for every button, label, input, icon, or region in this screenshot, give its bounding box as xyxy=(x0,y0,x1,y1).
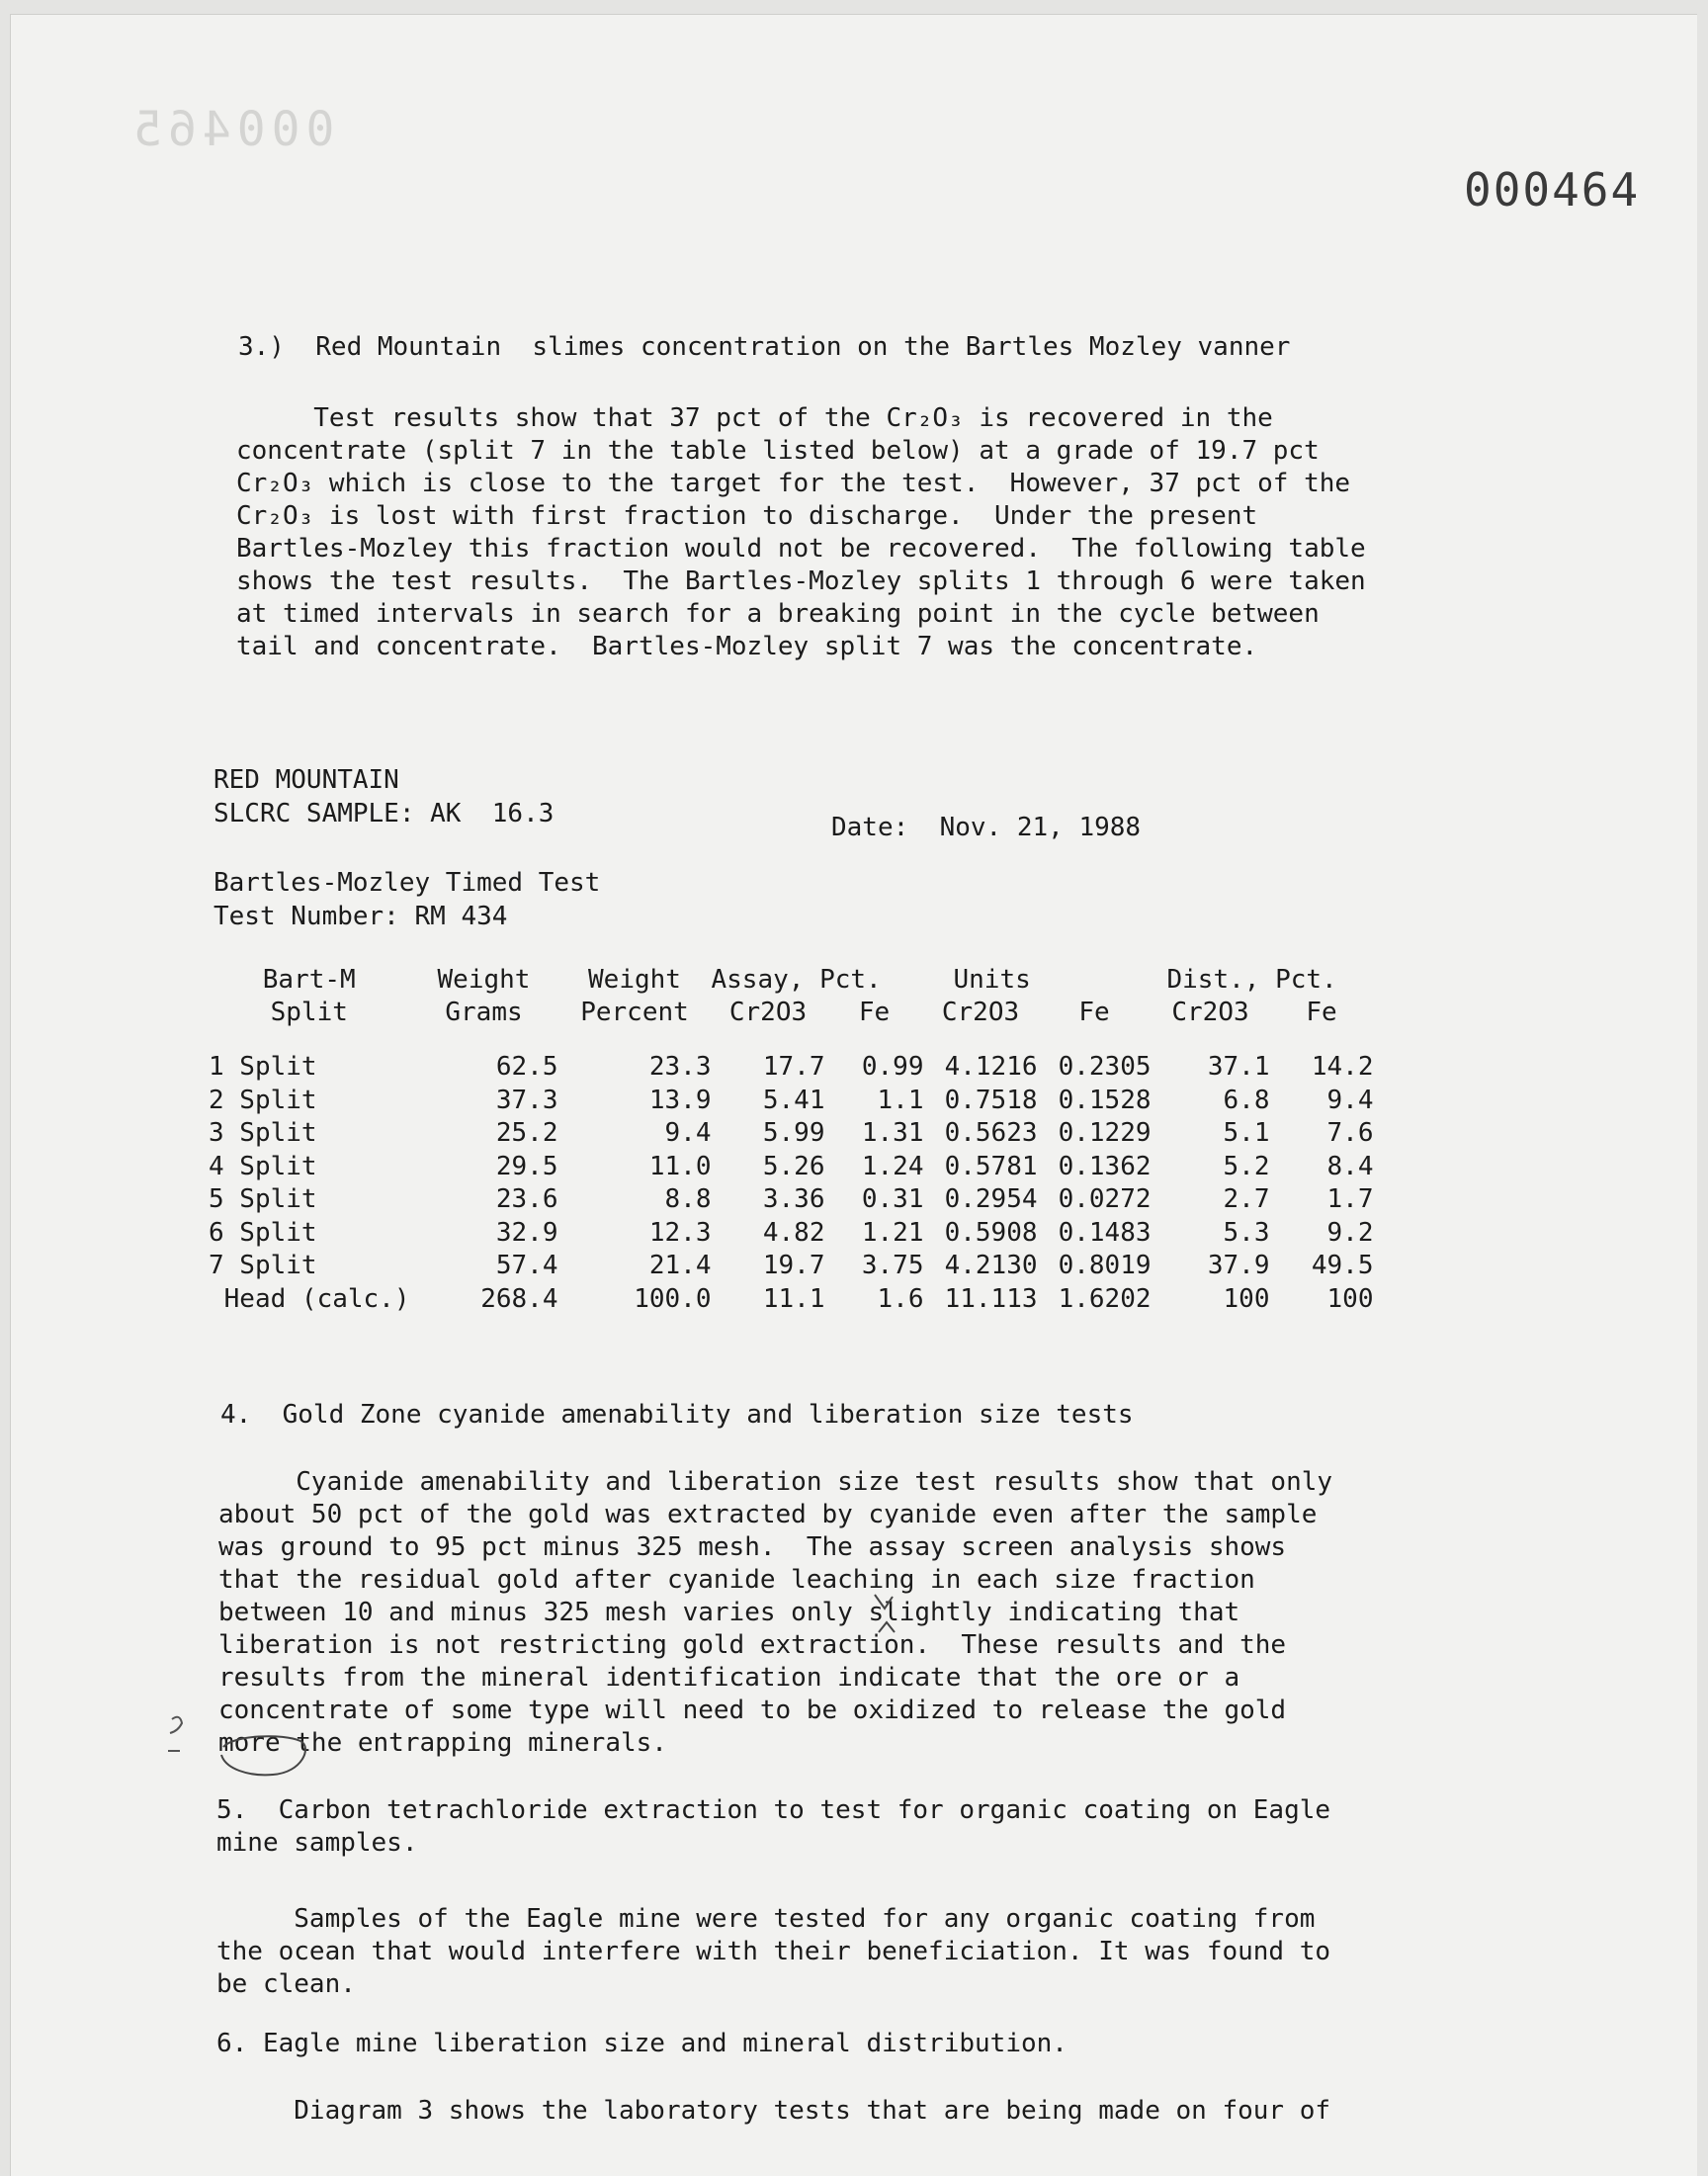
table-cell: 49.5 xyxy=(1311,1251,1374,1280)
table-cell: 37.3 xyxy=(495,1085,558,1115)
table-cell: 7.6 xyxy=(1326,1118,1374,1148)
col-header: Grams xyxy=(445,998,523,1027)
section6-title: 6. Eagle mine liberation size and mineral distribution. xyxy=(216,2029,1068,2058)
col-header: Percent xyxy=(580,998,689,1027)
col-header: Weight xyxy=(437,965,531,995)
table-cell: 0.1483 xyxy=(1058,1217,1152,1248)
test-date: Date: Nov. 21, 1988 xyxy=(831,813,1142,842)
table-row xyxy=(209,1085,1374,1118)
paragraph-line: Diagram 3 shows the laboratory tests that are being made on four of xyxy=(216,2096,1331,2126)
paragraph-line: tail and concentrate. Bartles-Mozley split 7 was the concentrate. xyxy=(236,632,1258,661)
table-cell: 1.24 xyxy=(861,1151,924,1181)
paragraph-line: concentrate of some type will need to be oxidized to release the gold xyxy=(218,1696,1287,1725)
section4-paragraph xyxy=(218,1466,1332,1760)
table-cell: 6.8 xyxy=(1223,1085,1270,1115)
section5-title-line: mine samples. xyxy=(216,1828,418,1858)
paragraph-line: be clean. xyxy=(216,1969,356,1999)
table-cell: 1.6202 xyxy=(1058,1283,1152,1314)
row-label: 4 Split xyxy=(209,1151,317,1181)
paragraph-line: about 50 pct of the gold was extracted by cyanide even after the sample xyxy=(218,1500,1318,1529)
paragraph-line: that the residual gold after cyanide leaching in each size fraction xyxy=(218,1565,1255,1595)
paragraph-line: at timed intervals in search for a breaking point in the cycle between xyxy=(236,599,1320,629)
paragraph-line: Cr₂O₃ which is close to the target for the test. However, 37 pct of the xyxy=(236,469,1351,498)
paragraph-line: the ocean that would interfere with their beneficiation. It was found to xyxy=(216,1937,1331,1966)
col-header: Cr2O3 xyxy=(1171,998,1249,1027)
table-cell: 5.2 xyxy=(1223,1151,1270,1181)
col-header: Bart-M xyxy=(262,965,356,995)
table-cell: 1.6 xyxy=(877,1283,924,1314)
table-cell: 23.6 xyxy=(495,1184,558,1214)
bleed-through-number: 000465 xyxy=(128,102,335,157)
table-cell: 0.99 xyxy=(861,1052,924,1082)
section5-title xyxy=(216,1794,1330,1860)
col-header: Fe xyxy=(858,998,891,1027)
row-label: 2 Split xyxy=(209,1085,317,1115)
table-cell: 17.7 xyxy=(762,1052,825,1082)
table-cell: 0.7518 xyxy=(944,1085,1038,1115)
table-cell: 37.1 xyxy=(1207,1052,1270,1082)
table-row xyxy=(209,1250,1374,1283)
table-header-row xyxy=(209,964,1374,997)
page-number-stamp: 000464 xyxy=(1464,163,1641,217)
paragraph-line: was ground to 95 pct minus 325 mesh. The assay screen analysis shows xyxy=(218,1532,1287,1562)
table-cell: 11.1 xyxy=(762,1283,825,1314)
table-cell: 11.0 xyxy=(648,1151,712,1181)
table-cell: 3.36 xyxy=(762,1184,825,1214)
table-cell: 0.5623 xyxy=(944,1118,1038,1148)
table-cell: 25.2 xyxy=(495,1118,558,1148)
table-cell: 0.1528 xyxy=(1058,1085,1152,1115)
table-cell: 8.8 xyxy=(664,1184,712,1214)
table-cell: 32.9 xyxy=(495,1217,558,1248)
table-cell: 13.9 xyxy=(648,1085,712,1115)
paragraph-line: Cr₂O₃ is lost with first fraction to discharge. Under the present xyxy=(236,501,1258,531)
table-cell: 0.8019 xyxy=(1058,1251,1152,1280)
table-cell: 0.31 xyxy=(861,1184,924,1214)
handwritten-caret-mark xyxy=(869,1589,908,1638)
table-cell: 29.5 xyxy=(495,1151,558,1181)
table-cell: 1.7 xyxy=(1326,1184,1374,1214)
table-row xyxy=(209,1217,1374,1251)
paragraph-line: concentrate (split 7 in the table listed below) at a grade of 19.7 pct xyxy=(236,436,1320,466)
paragraph-line: Samples of the Eagle mine were tested for any organic coating from xyxy=(216,1904,1316,1934)
table-cell: 8.4 xyxy=(1326,1151,1374,1181)
section5-paragraph xyxy=(216,1903,1330,2001)
row-label: Head (calc.) xyxy=(209,1283,410,1314)
table-cell: 0.2305 xyxy=(1058,1052,1152,1082)
results-table xyxy=(209,964,1374,1316)
table-cell: 0.2954 xyxy=(944,1184,1038,1214)
section3-paragraph xyxy=(236,402,1366,663)
col-header: Dist., Pct. xyxy=(1166,965,1337,995)
table-cell: 100 xyxy=(1223,1283,1270,1314)
col-header: Units xyxy=(953,965,1031,995)
paragraph-line: more the entrapping minerals. xyxy=(218,1728,667,1758)
table-cell: 3.75 xyxy=(861,1251,924,1280)
section4-title: 4. Gold Zone cyanide amenability and liberation size tests xyxy=(220,1400,1134,1430)
row-label: 6 Split xyxy=(209,1217,317,1248)
table-row xyxy=(209,1283,1374,1317)
table-cell: 1.1 xyxy=(877,1085,924,1115)
test-location: RED MOUNTAIN xyxy=(214,765,399,795)
table-cell: 268.4 xyxy=(480,1283,558,1314)
table-cell: 37.9 xyxy=(1207,1251,1270,1280)
col-header: Cr2O3 xyxy=(728,998,808,1027)
table-cell: 4.2130 xyxy=(944,1251,1038,1280)
table-cell: 1.31 xyxy=(861,1118,924,1148)
table-cell: 5.26 xyxy=(762,1151,825,1181)
paragraph-line: Cyanide amenability and liberation size test results show that only xyxy=(218,1467,1333,1497)
col-header: Cr2O3 xyxy=(941,998,1020,1027)
paragraph-line: Test results show that 37 pct of the Cr₂O₃ is recovered in the xyxy=(236,403,1273,433)
row-label: 3 Split xyxy=(209,1118,317,1148)
row-label: 7 Split xyxy=(209,1251,317,1280)
col-header: Split xyxy=(270,998,348,1027)
table-cell: 4.1216 xyxy=(944,1052,1038,1082)
table-cell: 1.21 xyxy=(861,1217,924,1248)
paragraph-line: Bartles-Mozley this fraction would not be recovered. The following table xyxy=(236,534,1366,564)
table-cell: 5.3 xyxy=(1223,1217,1270,1248)
table-cell: 0.5908 xyxy=(944,1217,1038,1248)
test-number: Test Number: RM 434 xyxy=(214,902,508,931)
table-cell: 5.41 xyxy=(762,1085,825,1115)
section3-title: 3.) Red Mountain slimes concentration on the Bartles Mozley vanner xyxy=(238,332,1291,362)
table-cell: 0.0272 xyxy=(1058,1184,1152,1214)
table-cell: 0.5781 xyxy=(944,1151,1038,1181)
row-label: 5 Split xyxy=(209,1184,317,1214)
table-cell: 14.2 xyxy=(1311,1052,1374,1082)
table-cell: 100 xyxy=(1326,1283,1374,1314)
col-header: Fe xyxy=(1078,998,1110,1027)
paragraph-line: results from the mineral identification indicate that the ore or a xyxy=(218,1663,1240,1693)
table-cell: 12.3 xyxy=(648,1217,712,1248)
paragraph-line: shows the test results. The Bartles-Mozley splits 1 through 6 were taken xyxy=(236,566,1366,596)
document-page xyxy=(10,14,1697,2176)
table-row xyxy=(209,1183,1374,1217)
table-header-row xyxy=(209,997,1374,1029)
col-header: Assay, Pct. xyxy=(711,965,882,995)
table-cell: 5.1 xyxy=(1223,1118,1270,1148)
table-cell: 62.5 xyxy=(495,1052,558,1082)
table-cell: 0.1229 xyxy=(1058,1118,1152,1148)
table-cell: 5.99 xyxy=(762,1118,825,1148)
table-cell: 0.1362 xyxy=(1058,1151,1152,1181)
table-row xyxy=(209,1151,1374,1184)
handwritten-circle-mark xyxy=(154,1696,352,1784)
table-cell: 11.113 xyxy=(944,1283,1038,1314)
table-cell: 23.3 xyxy=(648,1052,712,1082)
table-cell: 4.82 xyxy=(762,1217,825,1248)
test-sample: SLCRC SAMPLE: AK 16.3 xyxy=(214,799,555,828)
table-cell: 2.7 xyxy=(1223,1184,1270,1214)
table-cell: 21.4 xyxy=(648,1251,712,1280)
paragraph-line: between 10 and minus 325 mesh varies only slightly indicating that xyxy=(218,1598,1240,1627)
test-name: Bartles-Mozley Timed Test xyxy=(214,868,601,898)
table-cell: 100.0 xyxy=(634,1283,712,1314)
col-header: Fe xyxy=(1306,998,1337,1027)
table-cell: 9.2 xyxy=(1326,1217,1374,1248)
row-label: 1 Split xyxy=(209,1052,317,1082)
table-cell: 9.4 xyxy=(664,1118,712,1148)
paragraph-line: liberation is not restricting gold extraction. These results and the xyxy=(218,1630,1287,1660)
section5-title-line: 5. Carbon tetrachloride extraction to test for organic coating on Eagle xyxy=(216,1795,1331,1825)
table-cell: 57.4 xyxy=(495,1251,558,1280)
table-row xyxy=(209,1117,1374,1151)
table-row xyxy=(209,1051,1374,1085)
col-header: Weight xyxy=(588,965,681,995)
table-cell: 19.7 xyxy=(762,1251,825,1280)
table-cell: 9.4 xyxy=(1326,1085,1374,1115)
